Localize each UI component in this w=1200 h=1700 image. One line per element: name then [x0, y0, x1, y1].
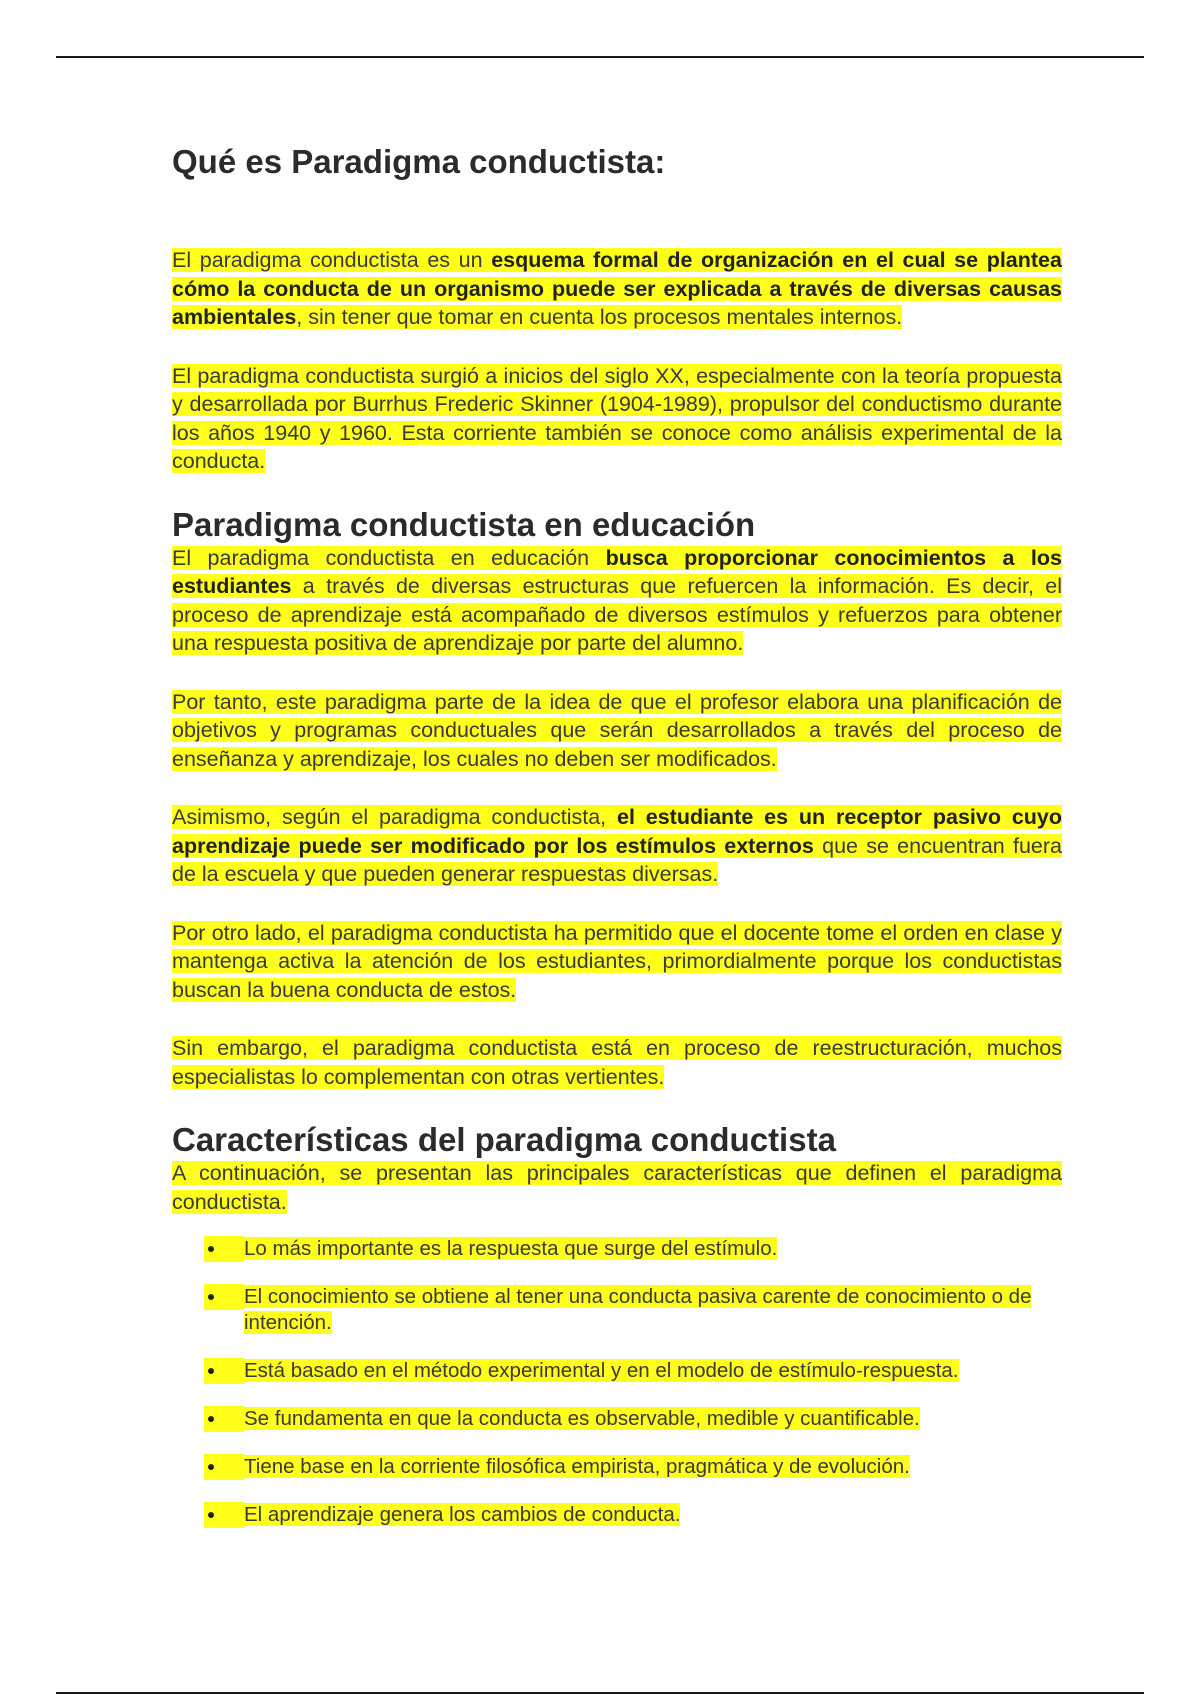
list-item: Está basado en el método experimental y en el modelo de estímulo-respuesta. [204, 1358, 1062, 1384]
document-body [172, 140, 1062, 1550]
bullet-icon [204, 1284, 244, 1310]
list-item: El conocimiento se obtiene al tener una conducta pasiva carente de conocimiento o de intención. [204, 1284, 1062, 1336]
intro-paragraph-2: El paradigma conductista surgió a inicios del siglo XX, especialmente con la teoría propuesta y desarrollada por Burrhus Frederic Skinner (1904-1989), propulsor del conductismo durante los años 1940 y 1960. Esta corriente también se conoce como análisis experimental de la conducta. [172, 363, 1062, 473]
bottom-rule [56, 1692, 1144, 1694]
page-title: Qué es Paradigma conductista: [172, 143, 666, 180]
education-paragraph-5: Sin embargo, el paradigma conductista está en proceso de reestructuración, muchos especialistas lo complementan con otras vertientes. [172, 1036, 1062, 1089]
list-item: El aprendizaje genera los cambios de conducta. [204, 1502, 1062, 1528]
section-heading-characteristics: Características del paradigma conductista [172, 1121, 836, 1158]
section-heading-education: Paradigma conductista en educación [172, 505, 756, 543]
list-item: Se fundamenta en que la conducta es observable, medible y cuantificable. [204, 1406, 1062, 1432]
list-item: Lo más importante es la respuesta que surge del estímulo. [204, 1236, 1062, 1262]
education-paragraph-3: Asimismo, según el paradigma conductista, el estudiante es un receptor pasivo cuyo aprendizaje puede ser modificado por los estímulos externos que se encuentran fuera de la escuela y que pueden generar respuestas diversas. [172, 805, 1063, 886]
education-paragraph-1: El paradigma conductista en educación busca proporcionar conocimientos a los estudiantes a través de diversas estructuras que refuercen la información. Es decir, el proceso de aprendizaje está acompañado de diversos estímulos y refuerzos para obtener una respuesta positiva de aprendizaje por parte del alumno. [172, 545, 1062, 655]
education-paragraph-2: Por tanto, este paradigma parte de la idea de que el profesor elabora una planificación de objetivos y programas conductuales que serán desarrollados a través del proceso de enseñanza y aprendizaje, los cuales no deben ser modificados. [172, 689, 1062, 771]
bullet-icon [204, 1406, 244, 1432]
characteristics-list [172, 1236, 1062, 1528]
list-item: Tiene base en la corriente filosófica empirista, pragmática y de evolución. [204, 1454, 1062, 1480]
intro-paragraph-1: El paradigma conductista es un esquema formal de organización en el cual se plantea cómo la conducta de un organismo puede ser explicada a través de diversas causas ambientales, sin tener que tomar en cuenta los procesos mentales internos. [172, 248, 1062, 329]
education-paragraph-4: Por otro lado, el paradigma conductista ha permitido que el docente tome el orden en clase y mantenga activa la atención de los estudiantes, primordialmente porque los conductistas buscan la buena conducta de estos. [172, 920, 1062, 1002]
bullet-icon [204, 1236, 244, 1262]
characteristics-intro: A continuación, se presentan las principales características que definen el paradigma conductista. [172, 1161, 1062, 1214]
bullet-icon [204, 1454, 244, 1480]
bullet-icon [204, 1502, 244, 1528]
bullet-icon [204, 1358, 244, 1384]
top-rule [56, 56, 1144, 58]
